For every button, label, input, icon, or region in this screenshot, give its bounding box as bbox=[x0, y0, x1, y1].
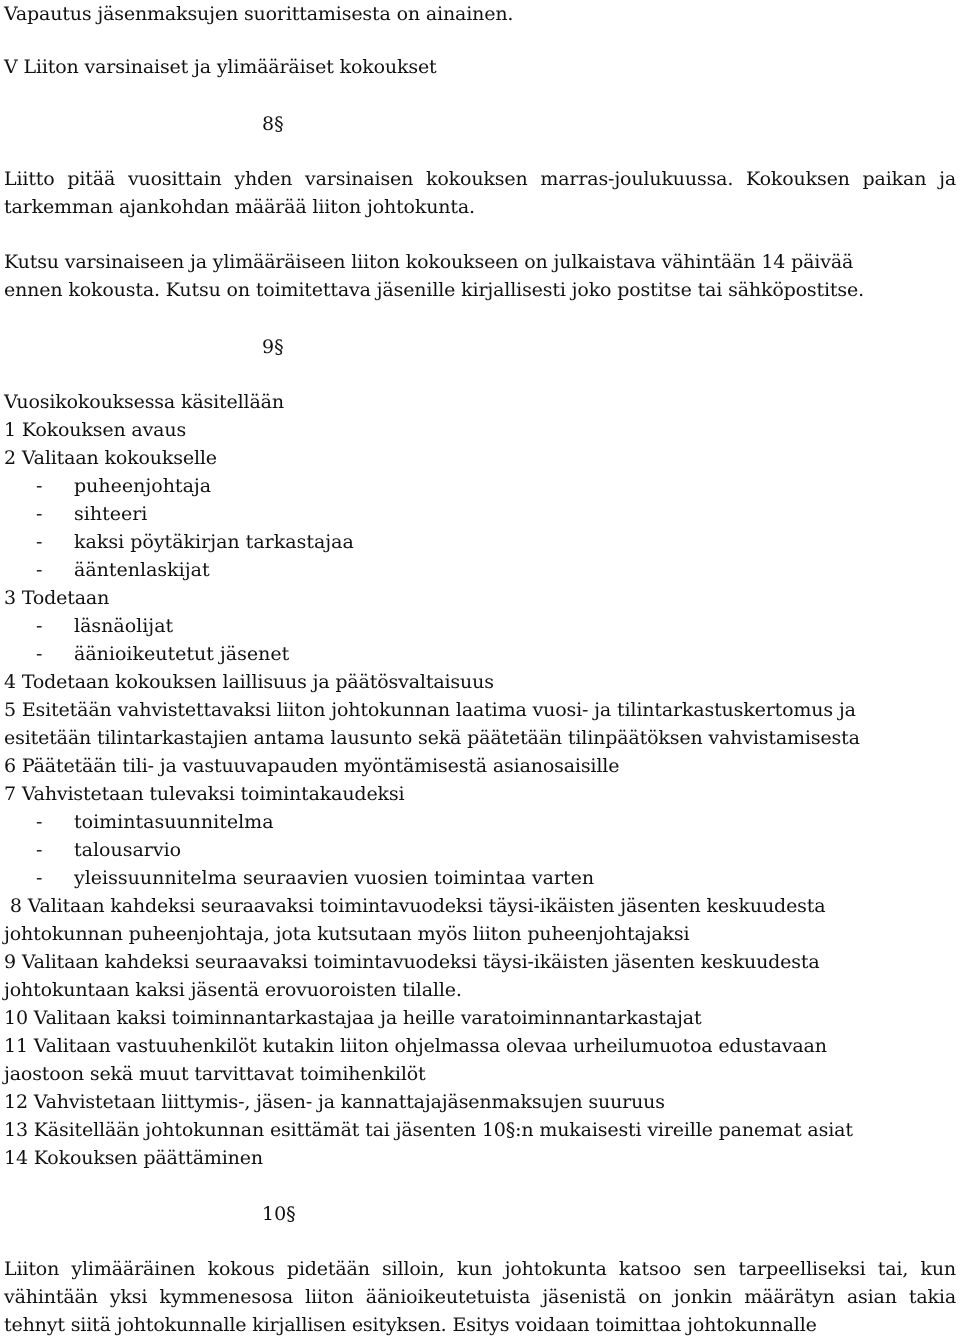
list-item: 8 Valitaan kahdeksi seuraavaksi toimintavuodeksi täysi-ikäisten jäsenten keskuudesta bbox=[4, 895, 826, 917]
text-line: Liitto pitää vuosittain yhden varsinaisen kokouksen marras-joulukuussa. Kokouksen paikan ja bbox=[4, 168, 956, 190]
section-number: 9§ bbox=[262, 336, 284, 358]
sub-list-item bbox=[36, 808, 274, 836]
list-item: 2 Valitaan kokoukselle bbox=[4, 447, 217, 469]
sub-list-item bbox=[36, 640, 289, 668]
sub-list-text: ääntenlaskijat bbox=[74, 559, 210, 581]
text-line: vähintään yksi kymmenesosa liiton äänioikeutetuista jäsenistä on jonkin määrätyn asian takia bbox=[4, 1286, 956, 1308]
list-item: 9 Valitaan kahdeksi seuraavaksi toimintavuodeksi täysi-ikäisten jäsenten keskuudesta bbox=[4, 951, 820, 973]
list-item: 1 Kokouksen avaus bbox=[4, 419, 187, 441]
sub-list-text: puheenjohtaja bbox=[74, 475, 212, 497]
text-line: Vuosikokouksessa käsitellään bbox=[4, 391, 284, 413]
dash-marker: - bbox=[36, 559, 43, 581]
dash-marker: - bbox=[36, 531, 43, 553]
sub-list-item bbox=[36, 528, 354, 556]
list-item: 3 Todetaan bbox=[4, 587, 110, 609]
list-item: 4 Todetaan kokouksen laillisuus ja päätösvaltaisuus bbox=[4, 671, 494, 693]
section-number: 8§ bbox=[262, 113, 284, 135]
text-line: Kutsu varsinaiseen ja ylimääräiseen liiton kokoukseen on julkaistava vähintään 14 päivää bbox=[4, 251, 854, 273]
list-item: 6 Päätetään tili- ja vastuuvapauden myöntämisestä asianosaisille bbox=[4, 755, 620, 777]
sub-list-item bbox=[36, 472, 211, 500]
text-line: Liiton ylimääräinen kokous pidetään silloin, kun johtokunta katsoo sen tarpeelliseksi tai, kun bbox=[4, 1258, 956, 1280]
text-line: Vapautus jäsenmaksujen suorittamisesta on ainainen. bbox=[4, 3, 514, 25]
sub-list-text: yleissuunnitelma seuraavien vuosien toimintaa varten bbox=[74, 867, 595, 889]
sub-list-text: sihteeri bbox=[74, 503, 148, 525]
dash-marker: - bbox=[36, 839, 43, 861]
list-item: 10 Valitaan kaksi toiminnantarkastajaa ja heille varatoiminnantarkastajat bbox=[4, 1007, 702, 1029]
sub-list-item bbox=[36, 836, 181, 864]
text-line: ennen kokousta. Kutsu on toimitettava jäsenille kirjallisesti joko postitse tai sähköpostitse. bbox=[4, 279, 865, 301]
sub-list-item bbox=[36, 500, 147, 528]
sub-list-text: kaksi pöytäkirjan tarkastajaa bbox=[74, 531, 354, 553]
list-item: 11 Valitaan vastuuhenkilöt kutakin liiton ohjelmassa olevaa urheilumuotoa edustavaan bbox=[4, 1035, 827, 1057]
list-item-continuation: jaostoon sekä muut tarvittavat toimihenkilöt bbox=[4, 1063, 426, 1085]
sub-list-item bbox=[36, 612, 173, 640]
list-item-continuation: esitetään tilintarkastajien antama lausunto sekä päätetään tilinpäätöksen vahvistamisesta bbox=[4, 727, 860, 749]
section-number: 10§ bbox=[262, 1203, 296, 1225]
list-item: 13 Käsitellään johtokunnan esittämät tai jäsenten 10§:n mukaisesti vireille panemat asiat bbox=[4, 1119, 853, 1141]
dash-marker: - bbox=[36, 503, 43, 525]
list-item: 5 Esitetään vahvistettavaksi liiton johtokunnan laatima vuosi- ja tilintarkastuskertomus ja bbox=[4, 699, 856, 721]
sub-list-text: toimintasuunnitelma bbox=[74, 811, 274, 833]
sub-list-text: talousarvio bbox=[74, 839, 182, 861]
text-line: tehnyt siitä johtokunnalle kirjallisen esityksen. Esitys voidaan toimittaa johtokunnalle bbox=[4, 1314, 817, 1336]
list-item: 14 Kokouksen päättäminen bbox=[4, 1147, 263, 1169]
dash-marker: - bbox=[36, 811, 43, 833]
sub-list-item bbox=[36, 556, 210, 584]
dash-marker: - bbox=[36, 643, 43, 665]
list-item-continuation: johtokunnan puheenjohtaja, jota kutsutaan myös liiton puheenjohtajaksi bbox=[4, 923, 690, 945]
chapter-heading: V Liiton varsinaiset ja ylimääräiset kokoukset bbox=[4, 56, 437, 78]
sub-list-item bbox=[36, 864, 594, 892]
dash-marker: - bbox=[36, 867, 43, 889]
list-item: 7 Vahvistetaan tulevaksi toimintakaudeksi bbox=[4, 783, 405, 805]
list-item-continuation: johtokuntaan kaksi jäsentä erovuoroisten tilalle. bbox=[4, 979, 462, 1001]
sub-list-text: läsnäolijat bbox=[74, 615, 174, 637]
list-item: 12 Vahvistetaan liittymis-, jäsen- ja kannattajajäsenmaksujen suuruus bbox=[4, 1091, 665, 1113]
text-line: tarkemman ajankohdan määrää liiton johtokunta. bbox=[4, 196, 475, 218]
sub-list-text: äänioikeutetut jäsenet bbox=[74, 643, 290, 665]
dash-marker: - bbox=[36, 475, 43, 497]
dash-marker: - bbox=[36, 615, 43, 637]
